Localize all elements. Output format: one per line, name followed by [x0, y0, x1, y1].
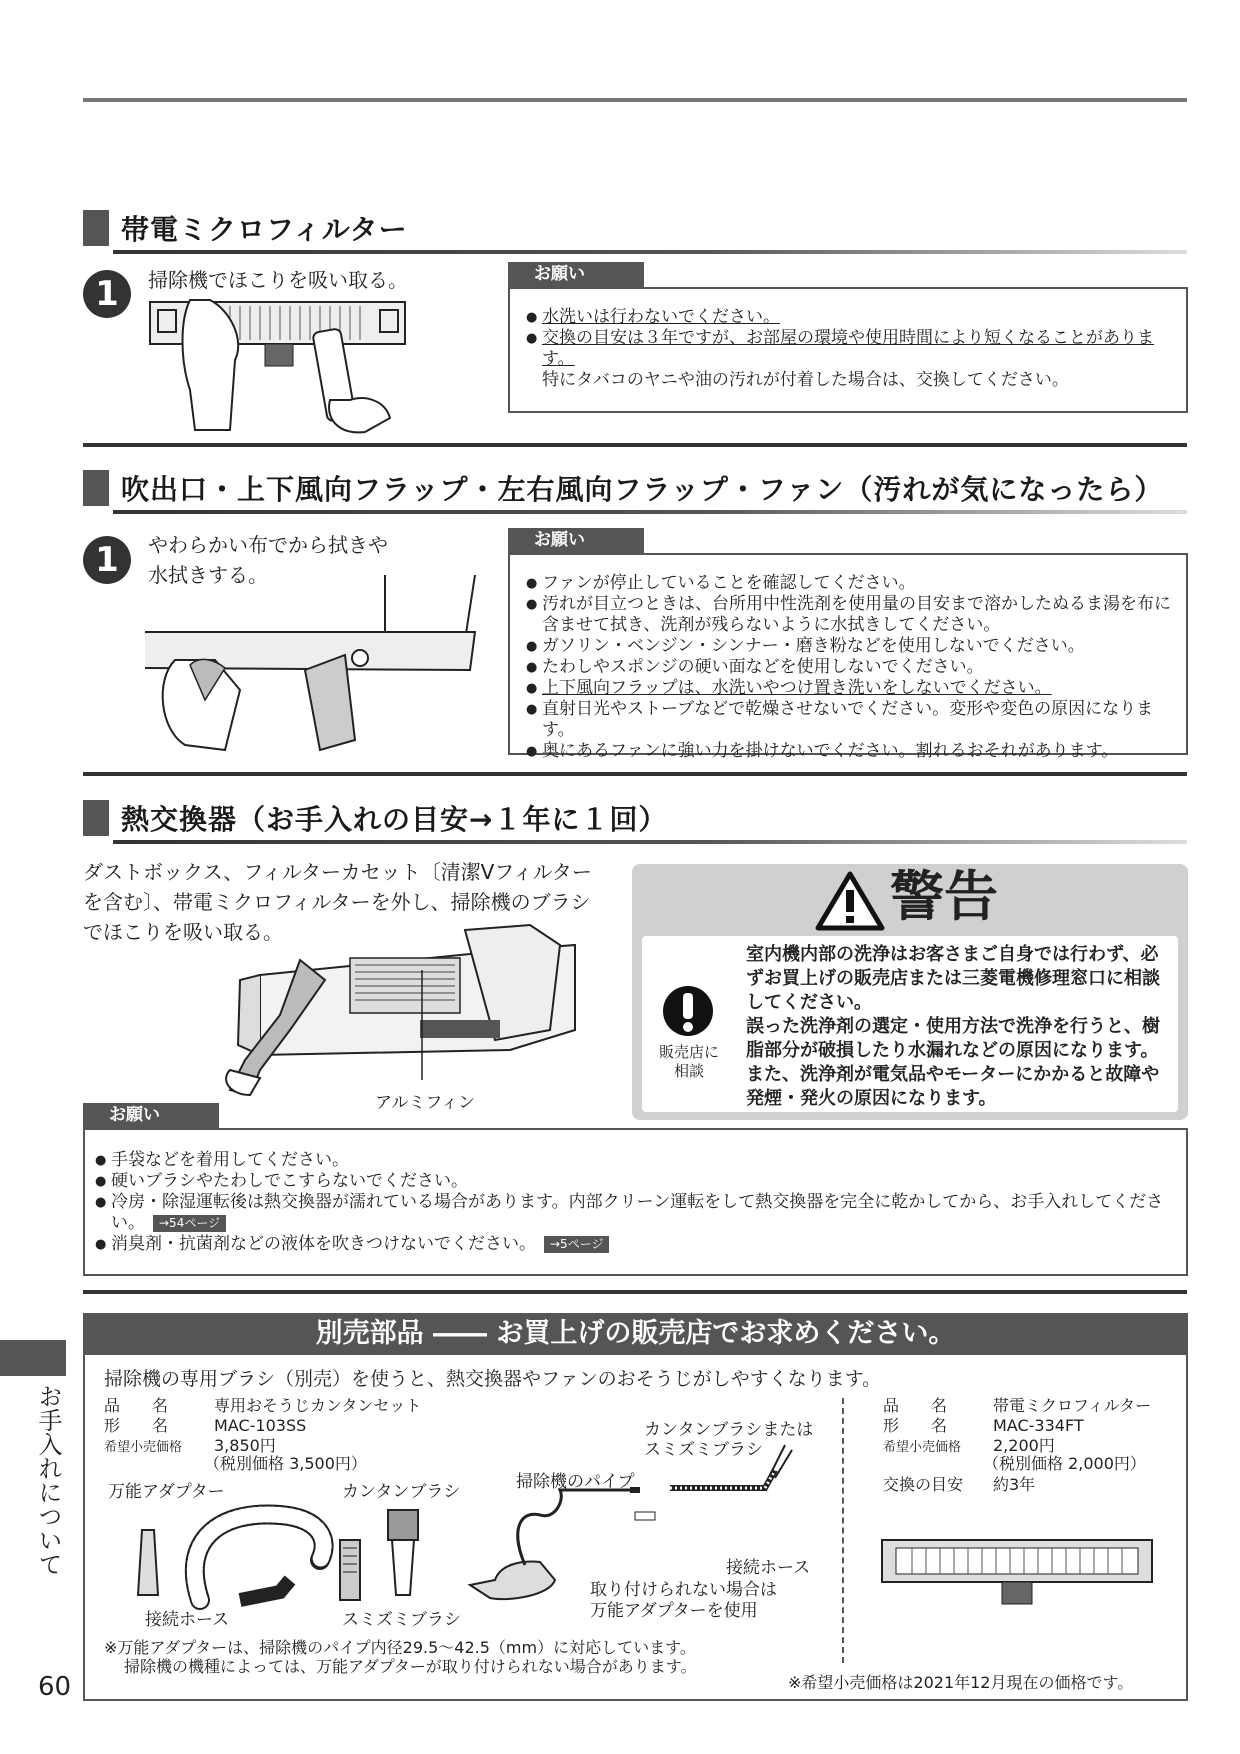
heat-exchanger-illustration [230, 920, 575, 1095]
onegai-box-micro-filter [508, 287, 1188, 413]
spec-price-tax: （税別価格 2,000円） [983, 1454, 1146, 1473]
kantan-or-sumizumi-label: カンタンブラシまたはスミズミブラシ [644, 1420, 814, 1460]
section-marker [83, 210, 109, 246]
options-intro: 掃除機の専用ブラシ（別売）を使うと、熱交換器やファンのおそうじがしやすくなります。 [104, 1368, 882, 1390]
step-number: 1 [83, 270, 131, 318]
brush-set-illustration [130, 1500, 470, 1605]
spec-interval: 交換の目安 約3年 [883, 1475, 1036, 1494]
step-text-line2: 水拭きする。 [148, 563, 268, 587]
onegai-item: ● たわしやスポンジの硬い面などを使用しないでください。 [526, 657, 1174, 678]
onegai-item: ● 交換の目安は３年ですが、お部屋の環境や使用時間により短くなることがあります。 [526, 328, 1174, 370]
onegai-item: ● 手袋などを着用してください。 [95, 1150, 1174, 1171]
page-link-5[interactable]: →5ページ [544, 1236, 609, 1253]
onegai-box-outlet [508, 553, 1188, 761]
onegai-item: ● 硬いブラシやたわしでこすらないでください。 [95, 1171, 1174, 1192]
warning-text-1: 室内機内部の洗浄はお客さまご自身では行わず、必ずお買上げの販売店または三菱電機修理窓口に相談してください。 [746, 944, 1160, 1013]
hose-label: 接続ホース [145, 1610, 230, 1630]
section-header-heat-exchanger [83, 798, 1187, 838]
onegai-item: ● 冷房・除湿運転後は熱交換器が濡れている場合があります。内部クリーン運転をして熱交換器を完全に乾かしてから、お手入れしてください。 →54ページ [95, 1192, 1174, 1234]
cannot-attach-label: 取り付けられない場合は万能アダプターを使用 [590, 1580, 777, 1621]
onegai-item: ● 水洗いは行わないでください。 [526, 307, 1174, 328]
spec-price: 希望小売価格 3,850円 [104, 1436, 276, 1455]
adapter-label: 万能アダプター [108, 1482, 225, 1502]
section-divider [83, 1290, 1187, 1294]
section-underline [113, 510, 1187, 514]
onegai-item: ● ガソリン・ベンジン・シンナー・磨き粉などを使用しないでください。 [526, 636, 1174, 657]
page-link-54[interactable]: →54ページ [153, 1215, 226, 1232]
dashed-divider [842, 1398, 844, 1663]
vacuum-pipe-label: 掃除機のパイプ [516, 1472, 635, 1492]
kantan-brush-label: カンタンブラシ [342, 1482, 461, 1502]
adapter-note-2: 掃除機の機種によっては、万能アダプターが取り付けられない場合があります。 [124, 1657, 697, 1676]
consult-dealer-label: 販売店に相談 [658, 1043, 719, 1080]
adapter-note-1: ※万能アダプターは、掃除機のパイプ内径29.5〜42.5（mm）に対応しています。 [104, 1638, 696, 1657]
spec-model: 形 名 MAC-334FT [883, 1416, 1084, 1435]
spec-name: 品 名 専用おそうじカンタンセット [104, 1396, 422, 1415]
section-divider [83, 772, 1187, 776]
onegai-item: 特にタバコのヤニや油の汚れが付着した場合は、交換してください。 [542, 370, 1069, 390]
hose2-label: 接続ホース [726, 1558, 811, 1578]
onegai-item: ● 直射日光やストーブなどで乾燥させないでください。変形や変色の原因になります。 [526, 699, 1174, 741]
heat-exchanger-intro: ダストボックス、フィルターカセット〔清潔Vフィルターを含む〕、帯電ミクロフィルターを外し、掃除機のブラシでほこりを吸い取る。 [83, 860, 592, 944]
section-divider [83, 443, 1187, 447]
onegai-item: ● ファンが停止していることを確認してください。 [526, 573, 1174, 594]
onegai-item: ● 上下風向フラップは、水洗いやつけ置き洗いをしないでください。 [526, 678, 1174, 699]
vacuum-connection-illustration [470, 1470, 815, 1610]
warning-triangle-icon [815, 870, 885, 932]
options-banner: 別売部品 ―― お買上げの販売店でお求めください。 [83, 1313, 1188, 1355]
exclamation-circle-icon [662, 985, 714, 1037]
section-underline [113, 250, 1187, 254]
onegai-label: お願い [83, 1103, 219, 1128]
section-underline [113, 840, 1187, 844]
filter-vacuum-illustration [150, 300, 410, 435]
section-marker [83, 800, 109, 836]
warning-text-2: 誤った洗浄剤の選定・使用方法で洗浄を行うと、樹脂部分が破損したり水漏れなどの原因になります。また、洗浄剤が電気品やモーターにかかると故障や発煙・発火の原因になります。 [746, 1016, 1160, 1109]
side-tab-label: お手入れについて [34, 1384, 62, 1576]
onegai-item: ● 奥にあるファンに強い力を掛けないでください。割れるおそれがあります。 [526, 741, 1174, 762]
section-title: 吹出口・上下風向フラップ・左右風向フラップ・ファン（汚れが気になったら） [121, 473, 1164, 506]
onegai-item: ● 消臭剤・抗菌剤などの液体を吹きつけないでください。 →5ページ [95, 1234, 1174, 1255]
section-header-micro-filter [83, 208, 1187, 248]
price-note: ※希望小売価格は2021年12月現在の価格です。 [788, 1673, 1134, 1692]
spec-price-tax: （税別価格 3,500円） [204, 1454, 367, 1473]
sumizumi-brush-label: スミズミブラシ [342, 1610, 461, 1630]
outlet-wipe-illustration [145, 570, 485, 755]
warning-text [746, 943, 1171, 1111]
section-title: 帯電ミクロフィルター [121, 213, 408, 246]
spec-model: 形 名 MAC-103SS [104, 1416, 307, 1435]
warning-title: 警告 [890, 865, 998, 928]
onegai-box-heat-exchanger [83, 1128, 1188, 1276]
aluminum-fin-label: アルミフィン [375, 1093, 475, 1113]
micro-filter-illustration [882, 1540, 1154, 1610]
spec-name: 品 名 帯電ミクロフィルター [883, 1396, 1152, 1415]
section-title: 熱交換器（お手入れの目安→１年に１回） [121, 803, 668, 836]
spec-price: 希望小売価格 2,200円 [883, 1436, 1055, 1455]
side-tab-marker [0, 1340, 66, 1376]
step-text: 掃除機でほこりを吸い取る。 [148, 268, 408, 292]
section-header-outlet [83, 468, 1187, 508]
onegai-label: お願い [508, 262, 644, 287]
step-text-line1: やわらかい布でから拭きや [148, 533, 388, 557]
section-marker [83, 470, 109, 506]
onegai-item: ● 汚れが目立つときは、台所用中性洗剤を使用量の目安まで溶かしたぬるま湯を布に含ませて拭き、洗剤が残らないように水拭きしてください。 [526, 594, 1174, 636]
page-number: 60 [38, 1672, 72, 1702]
step-number: 1 [83, 536, 131, 584]
top-rule [83, 98, 1187, 102]
onegai-label: お願い [508, 528, 644, 553]
